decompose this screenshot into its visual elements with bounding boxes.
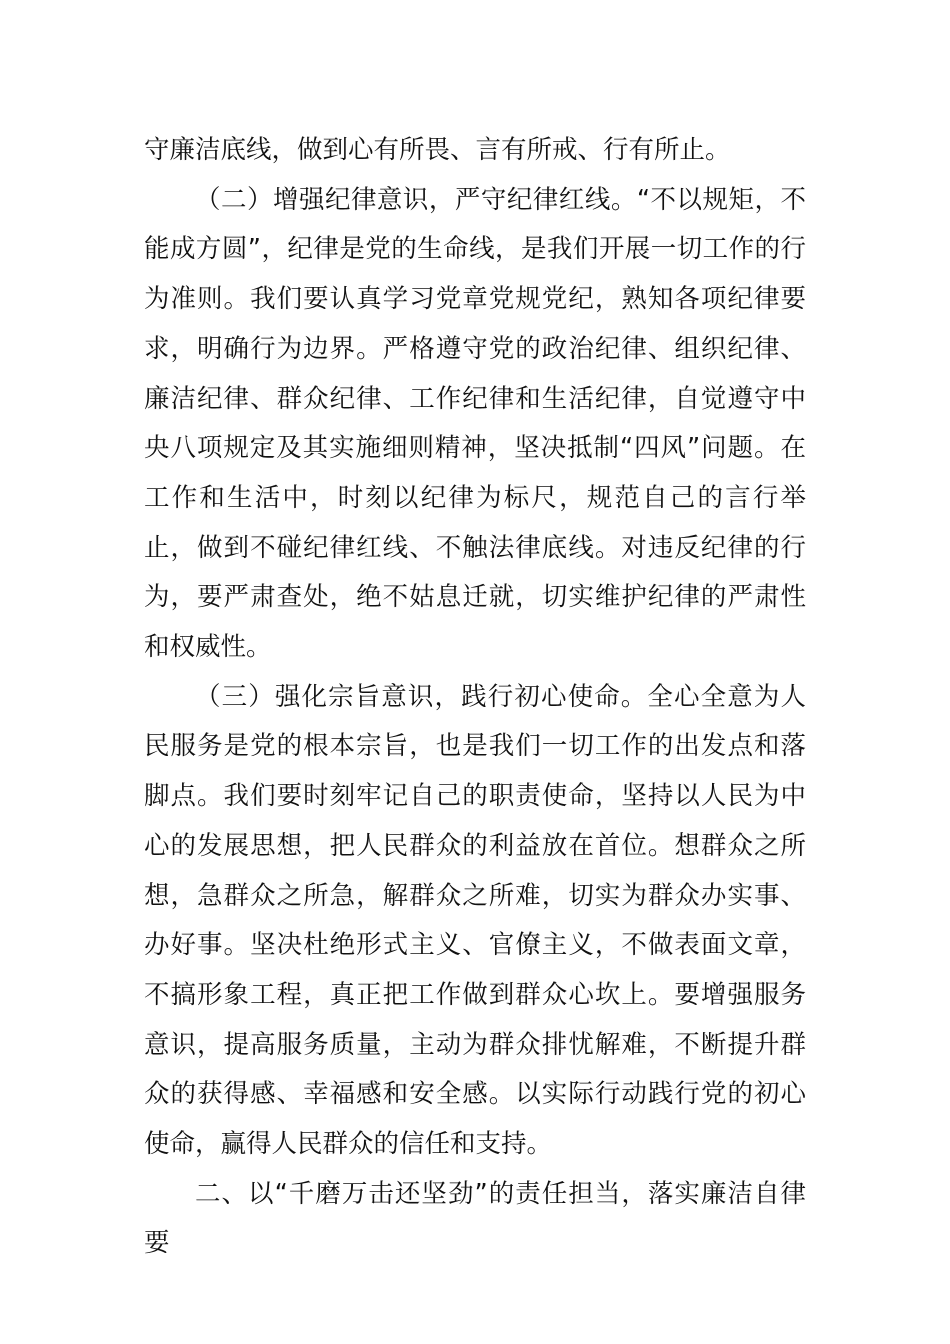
paragraph-section-3: （三）强化宗旨意识，践行初心使命。全心全意为人民服务是党的根本宗旨，也是我们一切工作的出发点和落脚点。我们要时刻牢记自己的职责使命，坚持以人民为中心的发展思想，把人民群众的利益放在首位。想群众之所想，急群众之所急，解群众之所难，切实为群众办实事、办好事。坚决杜绝形式主义、官僚主义，不做表面文章，不搞形象工程，真正把工作做到群众心坎上。要增强服务意识，提高服务质量，主动为群众排忧解难，不断提升群众的获得感、幸福感和安全感。以实际行动践行党的初心使命，赢得人民群众的信任和支持。 xyxy=(144,681,806,1160)
document-body xyxy=(144,126,806,1269)
section-heading-2: 二、以“千磨万击还坚劲”的责任担当，落实廉洁自律要 xyxy=(144,1178,806,1259)
paragraph-section-2: （二）增强纪律意识，严守纪律红线。“不以规矩，不能成方圆”，纪律是党的生命线，是我们开展一切工作的行为准则。我们要认真学习党章党规党纪，熟知各项纪律要求，明确行为边界。严格遵守党的政治纪律、组织纪律、廉洁纪律、群众纪律、工作纪律和生活纪律，自觉遵守中央八项规定及其实施细则精神，坚决抵制“四风”问题。在工作和生活中，时刻以纪律为标尺，规范自己的言行举止，做到不碰纪律红线、不触法律底线。对违反纪律的行为，要严肃查处，绝不姑息迁就，切实维护纪律的严肃性和权威性。 xyxy=(144,184,806,663)
paragraph-continuation: 守廉洁底线，做到心有所畏、言有所戒、行有所止。 xyxy=(144,135,731,165)
